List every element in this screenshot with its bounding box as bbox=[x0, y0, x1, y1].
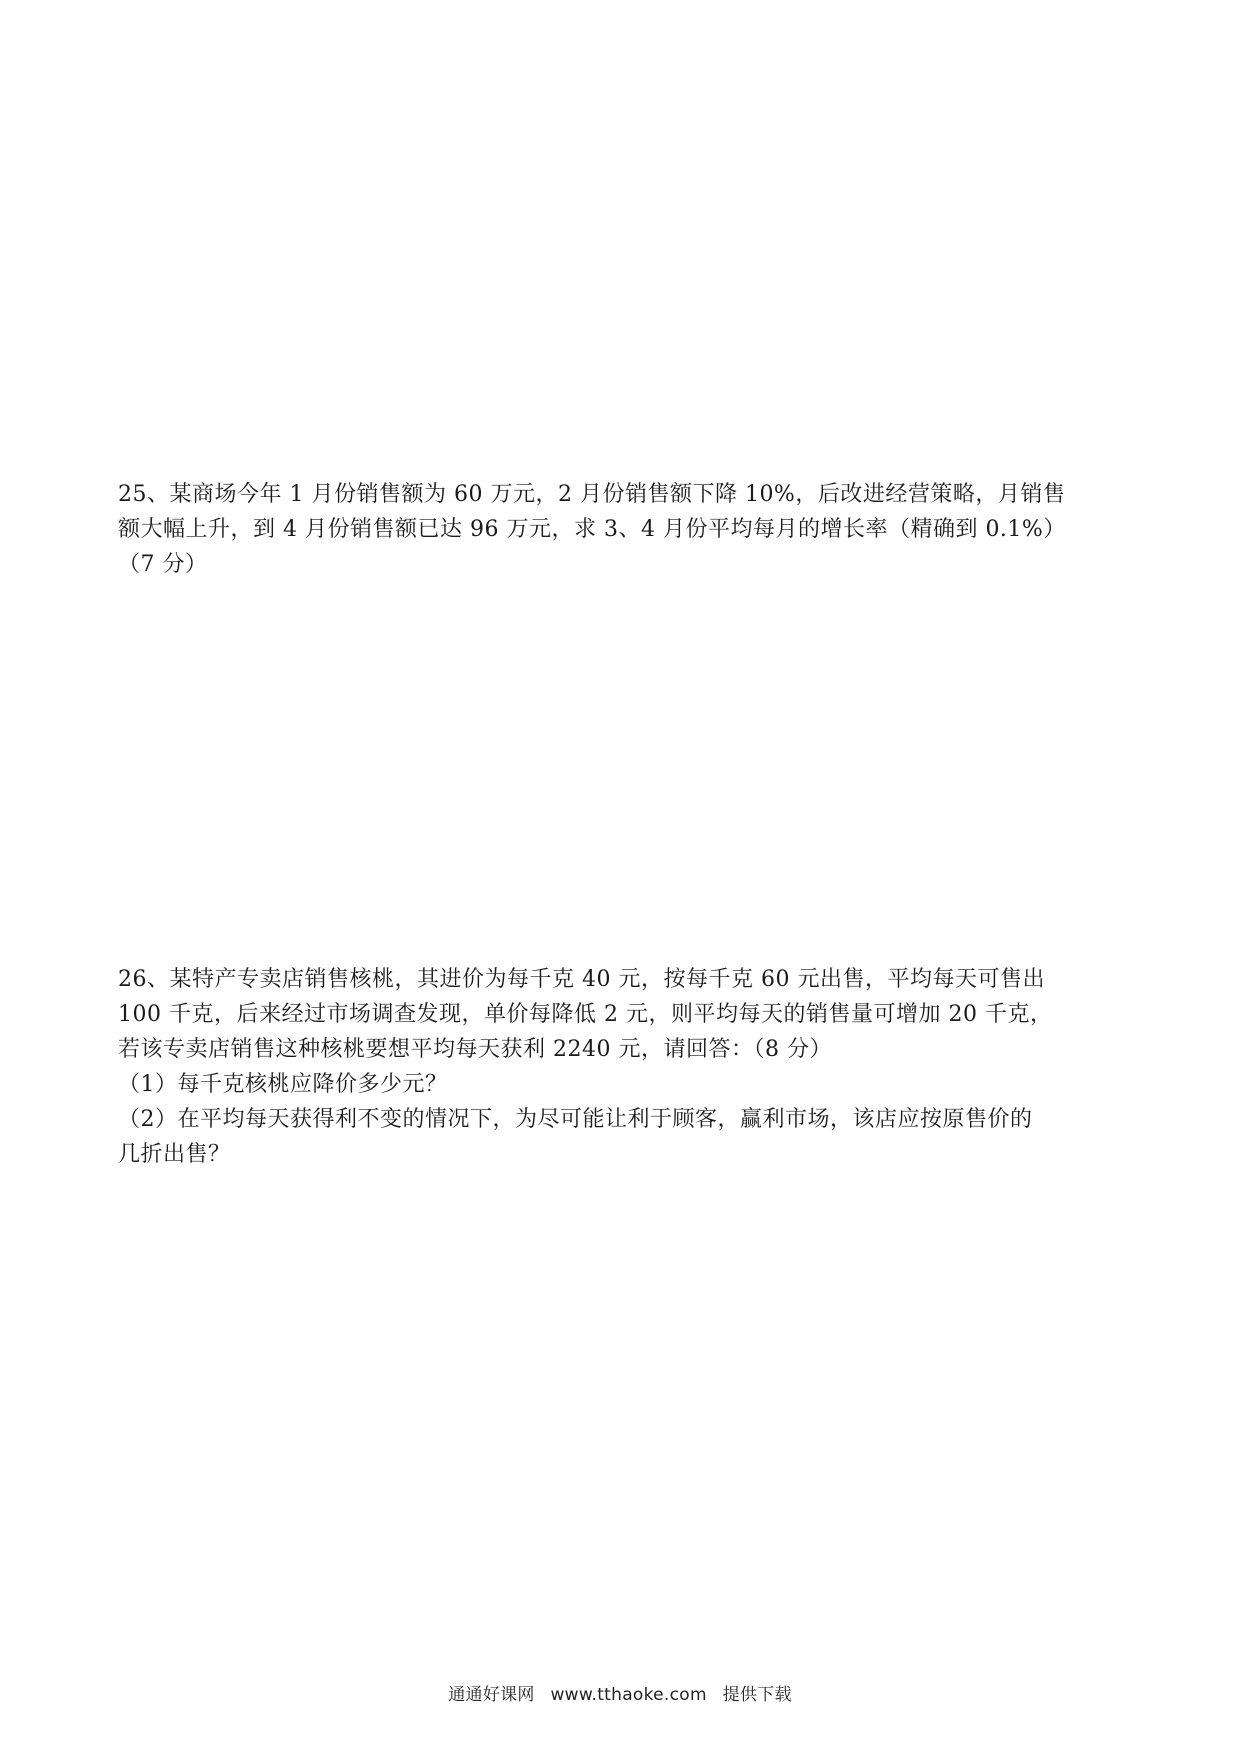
problem-25-line-2: 额大幅上升，到 4 月份销售额已达 96 万元，求 3、4 月份平均每月的增长率（精确到 0.1%） bbox=[118, 517, 1066, 542]
problem-25 bbox=[118, 477, 1128, 582]
problem-26-subquestion-2-line-2: 几折出售？ bbox=[118, 1142, 231, 1167]
problem-26-line-2: 100 千克，后来经过市场调查发现，单价每降低 2 元，则平均每天的销售量可增加 20 千克， bbox=[118, 1002, 1053, 1027]
problem-26-subquestion-1: （1）每千克核桃应降价多少元？ bbox=[118, 1072, 448, 1097]
problem-26-subquestion-2-line-1: （2）在平均每天获得利不变的情况下，为尽可能让利于顾客，赢利市场，该店应按原售价的 bbox=[118, 1107, 1033, 1132]
problem-26 bbox=[118, 962, 1128, 1172]
problem-25-line-1: 25、某商场今年 1 月份销售额为 60 万元，2 月份销售额下降 10%，后改进经营策略，月销售 bbox=[118, 482, 1066, 507]
problem-25-line-3: （7 分） bbox=[118, 552, 208, 577]
problem-26-line-1: 26、某特产专卖店销售核桃，其进价为每千克 40 元，按每千克 60 元出售，平均每天可售出 bbox=[118, 967, 1045, 992]
page-footer bbox=[0, 1683, 1240, 1707]
footer-suffix: 提供下载 bbox=[722, 1685, 792, 1705]
footer-url: www.tthaoke.com bbox=[550, 1685, 707, 1705]
problem-26-line-3: 若该专卖店销售这种核桃要想平均每天获利 2240 元，请回答：（8 分） bbox=[118, 1037, 832, 1062]
footer-site-name: 通通好课网 bbox=[448, 1685, 535, 1705]
